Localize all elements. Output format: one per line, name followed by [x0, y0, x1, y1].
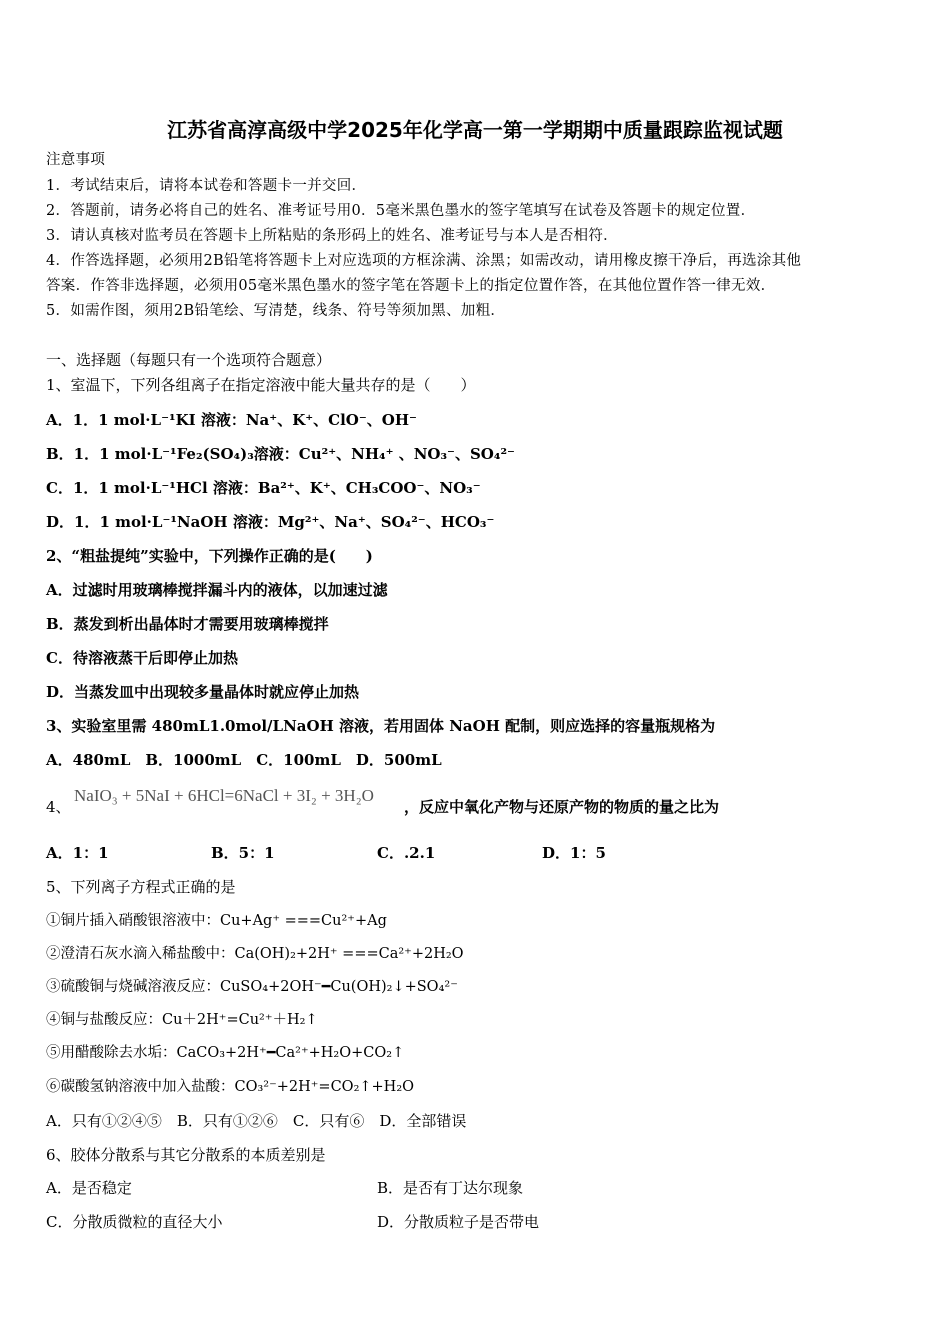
question-6-stem: 6、胶体分散系与其它分散系的本质差别是 — [46, 1146, 326, 1164]
question-4-text: ，反应中氧化产物与还原产物的物质的量之比为 — [404, 798, 720, 816]
note-item: 1．考试结束后，请将本试卷和答题卡一并交回． — [46, 178, 367, 194]
question-4-option-c: C．.2.1 — [377, 844, 436, 862]
question-4-option-a: A．1：1 — [46, 844, 109, 862]
question-1-option-d: D．1．1 mol·L⁻¹NaOH 溶液：Mg²⁺、Na⁺、SO₄²⁻、HCO₃⁻ — [46, 513, 495, 531]
note-item: 5．如需作图，须用2B铅笔绘、写清楚，线条、符号等须加黑、加粗． — [46, 303, 506, 319]
question-1-option-a: A．1．1 mol·L⁻¹KI 溶液：Na⁺、K⁺、ClO⁻、OH⁻ — [46, 411, 417, 429]
question-6-option-b: B．是否有丁达尔现象 — [377, 1179, 524, 1197]
page-title: 江苏省高淳高级中学2025年化学高一第一学期期中质量跟踪监视试题 — [167, 118, 783, 142]
section-heading: 一、选择题（每题只有一个选项符合题意） — [46, 351, 332, 369]
question-2-option-b: B．蒸发到析出晶体时才需要用玻璃棒搅拌 — [46, 615, 329, 633]
question-4-option-d: D．1：5 — [542, 844, 606, 862]
question-4-equation: NaIO₃ + 5NaI + 6HCl=6NaCl + 3I₂ + 3H₂O — [74, 786, 374, 805]
question-1-option-b: B．1．1 mol·L⁻¹Fe₂(SO₄)₃溶液：Cu²⁺、NH₄⁺ 、NO₃⁻、SO₄²⁻ — [46, 445, 515, 463]
question-2-option-d: D．当蒸发皿中出现较多量晶体时就应停止加热 — [46, 683, 360, 701]
question-6-option-a: A．是否稳定 — [46, 1179, 132, 1197]
question-1-option-c: C．1．1 mol·L⁻¹HCl 溶液：Ba²⁺、K⁺、CH₃COO⁻、NO₃⁻ — [46, 479, 481, 497]
question-5-item: ①铜片插入硝酸银溶液中：Cu+Ag⁺ ===Cu²⁺+Ag — [46, 913, 387, 929]
question-2-stem: 2、“粗盐提纯”实验中，下列操作正确的是( ) — [46, 547, 373, 565]
question-3-stem: 3、实验室里需 480mL1.0mol/LNaOH 溶液，若用固体 NaOH 配制，则应选择的容量瓶规格为 — [46, 717, 716, 735]
note-item: 4．作答选择题，必须用2B铅笔将答题卡上对应选项的方框涂满、涂黑；如需改动，请用橡皮擦干净后，再选涂其他 — [46, 253, 802, 269]
note-item: 答案．作答非选择题，必须用05毫米黑色墨水的签字笔在答题卡上的指定位置作答，在其他位置作答一律无效． — [46, 278, 776, 294]
question-5-item: ③硫酸铜与烧碱溶液反应：CuSO₄+2OH⁻━Cu(OH)₂↓+SO₄²⁻ — [46, 979, 458, 995]
question-6-option-c: C．分散质微粒的直径大小 — [46, 1213, 223, 1231]
question-4-option-b: B．5：1 — [211, 844, 275, 862]
notes-heading: 注意事项 — [46, 152, 106, 168]
note-item: 2．答题前，请务必将自己的姓名、准考证号用0．5毫米黑色墨水的签字笔填写在试卷及答题卡的规定位置． — [46, 203, 756, 219]
question-5-item: ④铜与盐酸反应：Cu＋2H⁺=Cu²⁺＋H₂↑ — [46, 1012, 318, 1028]
question-2-option-a: A．过滤时用玻璃棒搅拌漏斗内的液体，以加速过滤 — [46, 581, 388, 599]
note-item: 3．请认真核对监考员在答题卡上所粘贴的条形码上的姓名、准考证号与本人是否相符． — [46, 228, 618, 244]
question-5-item: ②澄清石灰水滴入稀盐酸中：Ca(OH)₂+2H⁺ ===Ca²⁺+2H₂O — [46, 946, 464, 962]
question-1-stem: 1、室温下，下列各组离子在指定溶液中能大量共存的是（ ） — [46, 376, 476, 394]
question-5-stem: 5、下列离子方程式正确的是 — [46, 878, 236, 896]
question-5-options: A．只有①②④⑤ B．只有①②⑥ C．只有⑥ D．全部错误 — [46, 1112, 467, 1130]
question-2-option-c: C．待溶液蒸干后即停止加热 — [46, 649, 238, 667]
question-4-number: 4、 — [46, 798, 71, 816]
question-3-options: A．480mL B．1000mL C．100mL D．500mL — [46, 751, 442, 769]
question-6-option-d: D．分散质粒子是否带电 — [377, 1213, 540, 1231]
question-5-item: ⑤用醋酸除去水垢：CaCO₃+2H⁺━Ca²⁺+H₂O+CO₂↑ — [46, 1045, 405, 1061]
question-5-item: ⑥碳酸氢钠溶液中加入盐酸：CO₃²⁻+2H⁺=CO₂↑+H₂O — [46, 1079, 415, 1095]
